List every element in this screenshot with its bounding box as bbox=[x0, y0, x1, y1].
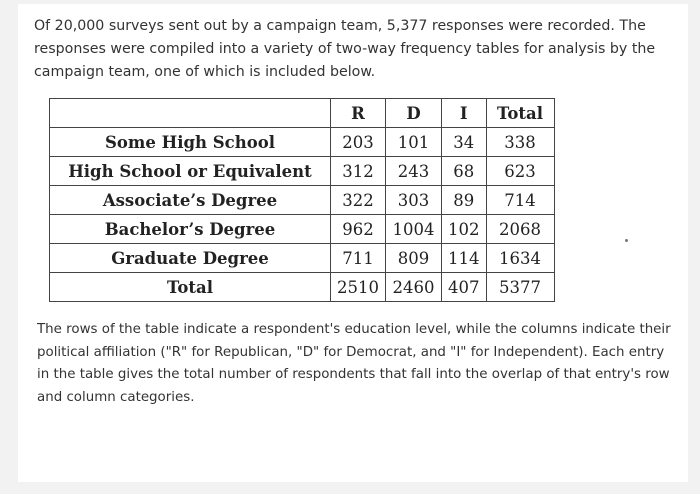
row-label: High School or Equivalent bbox=[50, 157, 331, 186]
explanation-paragraph: The rows of the table indicate a respondent's education level, while the columns indicate their political affiliation ("R" for Republican, "D" for Democrat, and "I" for Independent). Each entry in the table gives the total number of respondents that fall into the overlap of that entry's row and column categories. bbox=[37, 322, 671, 405]
frequency-table bbox=[49, 98, 555, 302]
table-total-row bbox=[50, 273, 555, 302]
header-empty bbox=[50, 99, 331, 128]
cell-total: 2068 bbox=[486, 215, 554, 244]
table-row bbox=[50, 215, 555, 244]
row-label-total: Total bbox=[50, 273, 331, 302]
table-row bbox=[50, 186, 555, 215]
table-row bbox=[50, 157, 555, 186]
stray-dot bbox=[625, 239, 628, 242]
cell-r: 322 bbox=[331, 186, 386, 215]
cell-i: 407 bbox=[442, 273, 487, 302]
cell-total: 623 bbox=[486, 157, 554, 186]
row-label: Bachelor’s Degree bbox=[50, 215, 331, 244]
cell-total: 338 bbox=[486, 128, 554, 157]
header-r: R bbox=[331, 99, 386, 128]
cell-total: 5377 bbox=[486, 273, 554, 302]
cell-r: 2510 bbox=[331, 273, 386, 302]
cell-r: 312 bbox=[331, 157, 386, 186]
row-label: Graduate Degree bbox=[50, 244, 331, 273]
header-d: D bbox=[386, 99, 442, 128]
cell-i: 102 bbox=[442, 215, 487, 244]
cell-r: 962 bbox=[331, 215, 386, 244]
cell-d: 243 bbox=[386, 157, 442, 186]
cell-i: 68 bbox=[442, 157, 487, 186]
cell-i: 114 bbox=[442, 244, 487, 273]
header-total: Total bbox=[486, 99, 554, 128]
row-label: Some High School bbox=[50, 128, 331, 157]
cell-i: 34 bbox=[442, 128, 487, 157]
table-row bbox=[50, 244, 555, 273]
cell-d: 101 bbox=[386, 128, 442, 157]
cell-total: 1634 bbox=[486, 244, 554, 273]
table-row bbox=[50, 128, 555, 157]
cell-d: 2460 bbox=[386, 273, 442, 302]
row-label: Associate’s Degree bbox=[50, 186, 331, 215]
header-i: I bbox=[442, 99, 487, 128]
cell-i: 89 bbox=[442, 186, 487, 215]
cell-r: 203 bbox=[331, 128, 386, 157]
cell-d: 1004 bbox=[386, 215, 442, 244]
cell-total: 714 bbox=[486, 186, 554, 215]
cell-r: 711 bbox=[331, 244, 386, 273]
intro-paragraph: Of 20,000 surveys sent out by a campaign team, 5,377 responses were recorded. The responses were compiled into a variety of two-way frequency tables for analysis by the campaign team, one of which is included below. bbox=[34, 18, 656, 80]
table-header-row bbox=[50, 99, 555, 128]
cell-d: 303 bbox=[386, 186, 442, 215]
question-card bbox=[18, 4, 688, 482]
cell-d: 809 bbox=[386, 244, 442, 273]
